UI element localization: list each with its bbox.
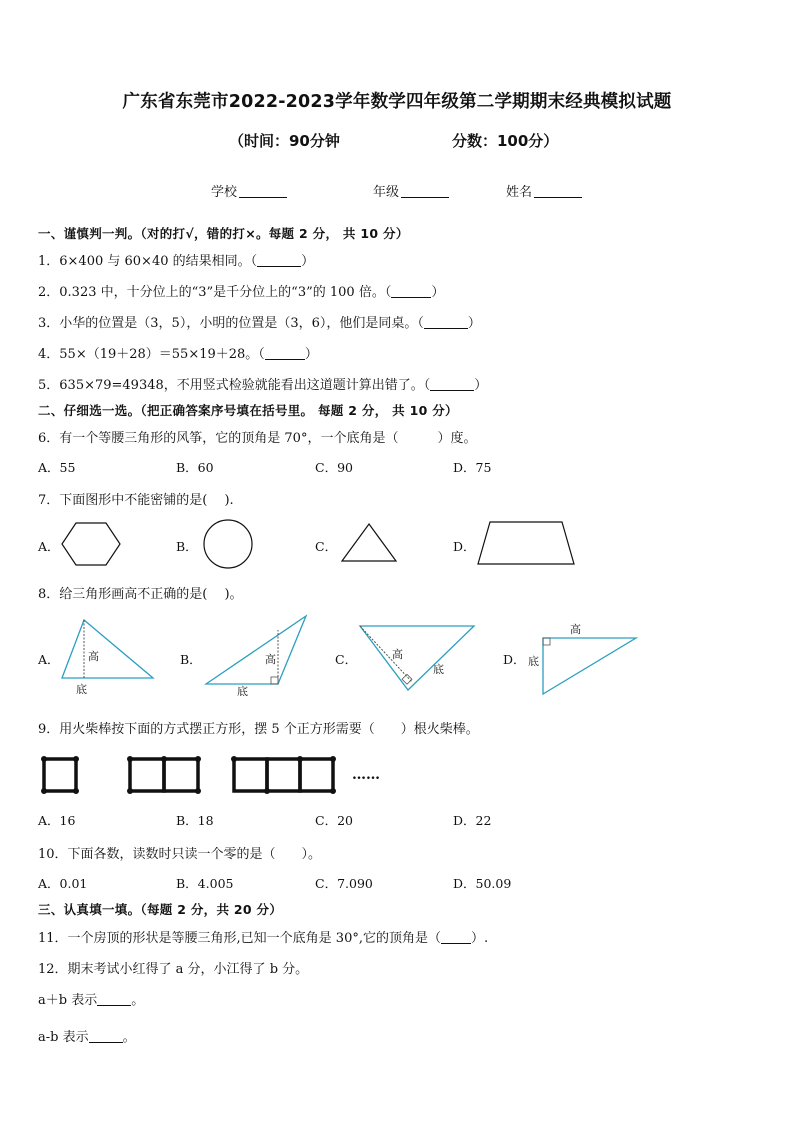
- page-title: 广东省东莞市2022-2023学年数学四年级第二学期期末经典模拟试题: [122, 92, 672, 112]
- section3-heading: 三、认真填一填。（每题 2 分，共 20 分）: [38, 902, 283, 917]
- q8-option-d[interactable]: D．: [503, 652, 526, 667]
- name-label: 姓名: [506, 185, 533, 200]
- q6-option-a[interactable]: A．55: [38, 460, 76, 475]
- question-9: 9．用火柴棒按下面的方式摆正方形，摆 5 个正方形需要（ ）根火柴棒。: [38, 722, 479, 737]
- q6-option-c[interactable]: C．90: [315, 460, 353, 475]
- q9-option-a[interactable]: A．16: [38, 813, 76, 828]
- svg-text:高: 高: [265, 653, 276, 666]
- svg-text:高: 高: [392, 648, 403, 661]
- q7-option-b[interactable]: B．: [176, 539, 198, 554]
- q9-option-c[interactable]: C．20: [315, 813, 353, 828]
- continuation-dots: ……: [352, 767, 380, 783]
- q10-option-c[interactable]: C．7.090: [315, 876, 373, 891]
- svg-text:底: 底: [237, 685, 248, 698]
- section1-heading: 一、谨慎判一判。（对的打√，错的打×。每题 2 分， 共 10 分）: [38, 226, 409, 241]
- q8-option-a[interactable]: A．: [38, 652, 60, 667]
- q12-line-2: a-b 表示 。: [38, 1030, 136, 1045]
- question-12: 12．期末考试小红得了 a 分，小江得了 b 分。: [38, 962, 309, 977]
- q6-option-d[interactable]: D．75: [453, 460, 492, 475]
- q10-option-d[interactable]: D．50.09: [453, 876, 512, 891]
- exam-time: （时间：90分钟: [229, 132, 340, 150]
- question-3: 3．小华的位置是（3，5），小明的位置是（3，6），他们是同桌。（ ）: [38, 316, 481, 331]
- question-4: 4．55×（19＋28）＝55×19＋28。（ ）: [38, 347, 318, 362]
- question-2: 2．0.323 中，十分位上的“3”是千分位上的“3”的 100 倍。（ ）: [38, 285, 445, 300]
- question-10: 10．下面各数，读数时只读一个零的是（ ）。: [38, 847, 322, 862]
- q7-option-d[interactable]: D．: [453, 539, 476, 554]
- svg-text:底: 底: [76, 683, 87, 696]
- question-7: 7．下面图形中不能密铺的是( ).: [38, 493, 234, 508]
- section2-heading: 二、仔细选一选。（把正确答案序号填在括号里。 每题 2 分， 共 10 分）: [38, 403, 458, 418]
- q9-option-d[interactable]: D．22: [453, 813, 492, 828]
- q8-option-b[interactable]: B．: [180, 652, 202, 667]
- question-6: 6．有一个等腰三角形的风筝，它的顶角是 70°，一个底角是（ ）度。: [38, 431, 477, 446]
- svg-text:底: 底: [528, 655, 539, 668]
- svg-text:底: 底: [433, 663, 444, 676]
- question-8: 8．给三角形画高不正确的是( )。: [38, 587, 243, 602]
- q12-line-1: a＋b 表示 。: [38, 993, 145, 1008]
- q9-option-b[interactable]: B．18: [176, 813, 214, 828]
- q7-option-a[interactable]: A．: [38, 539, 60, 554]
- school-label: 学校: [211, 185, 238, 200]
- question-1: 1．6×400 与 60×40 的结果相同。（ ）: [38, 254, 315, 269]
- q8-option-c[interactable]: C．: [335, 652, 358, 667]
- q6-option-b[interactable]: B．60: [176, 460, 214, 475]
- exam-score: 分数：100分）: [452, 132, 559, 150]
- question-5: 5．635×79=49348，不用竖式检验就能看出这道题计算出错了。（ ）: [38, 378, 488, 393]
- question-11: 11．一个房顶的形状是等腰三角形,已知一个底角是 30°,它的顶角是（ ）.: [38, 931, 489, 946]
- svg-text:高: 高: [570, 623, 581, 636]
- q7-option-c[interactable]: C．: [315, 539, 338, 554]
- q10-option-b[interactable]: B．4.005: [176, 876, 234, 891]
- q10-option-a[interactable]: A．0.01: [38, 876, 88, 891]
- grade-label: 年级: [373, 185, 400, 200]
- svg-text:高: 高: [88, 650, 99, 663]
